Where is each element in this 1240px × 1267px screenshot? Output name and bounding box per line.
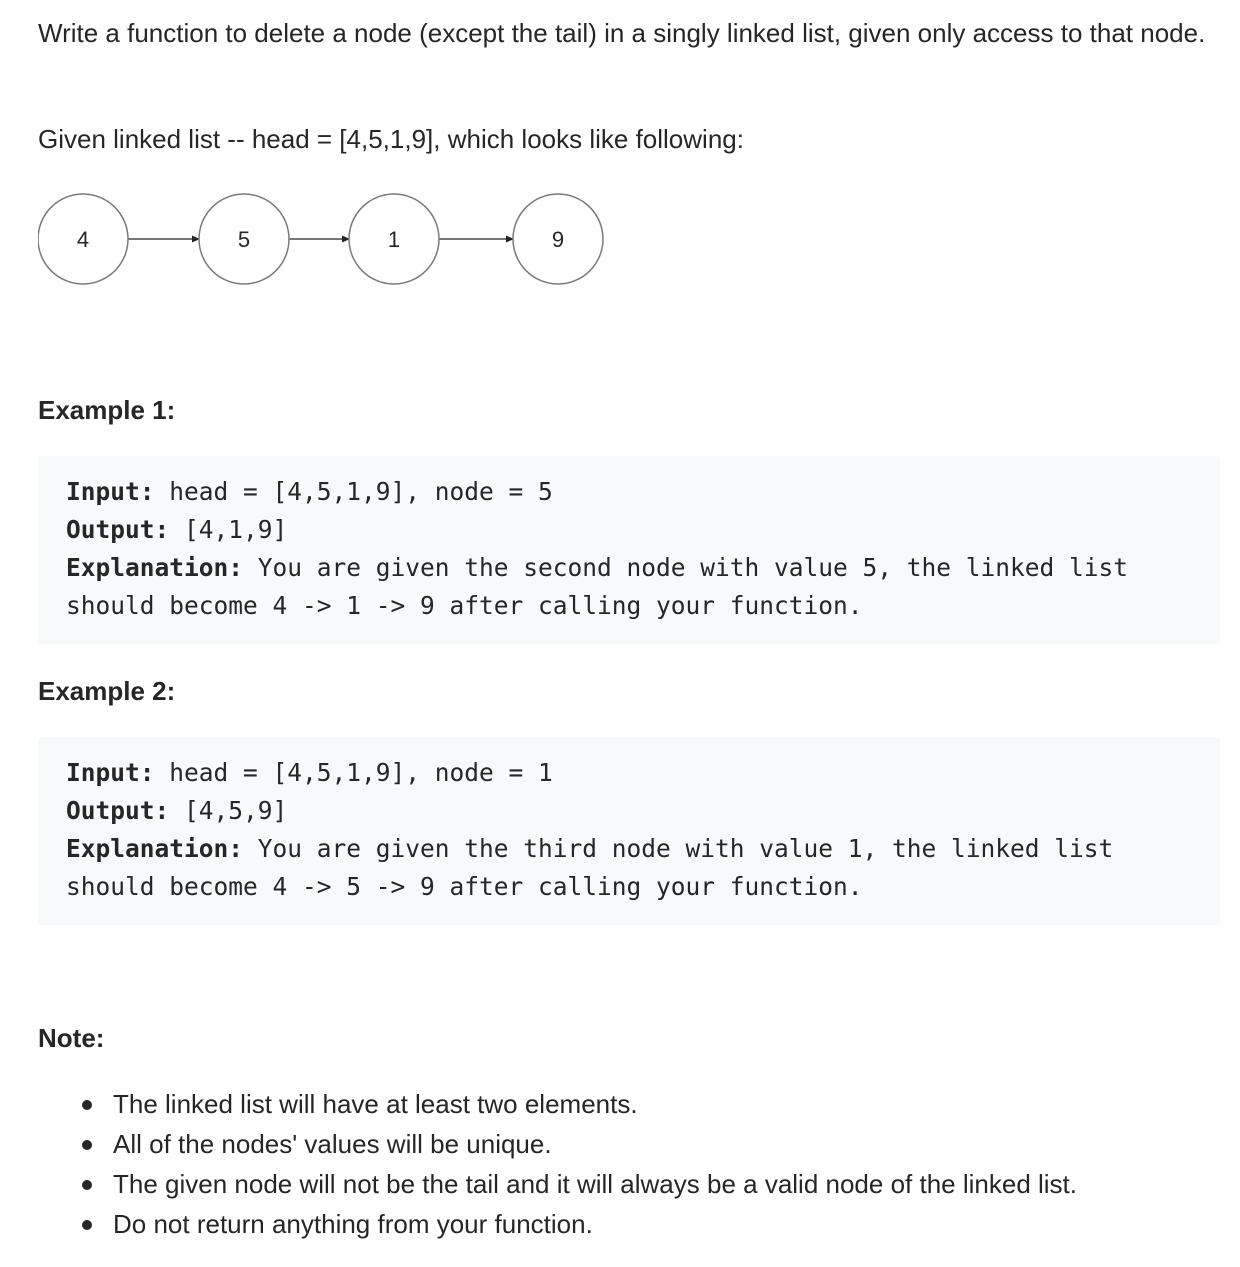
example-2-heading: Example 2: <box>38 676 176 706</box>
input-label: Input: <box>66 758 155 787</box>
list-item <box>79 1164 1077 1204</box>
example-1-input-line <box>66 473 1192 511</box>
note-text: All of the nodes' values will be unique. <box>113 1129 552 1159</box>
input-value: head = [4,5,1,9], node = 5 <box>154 477 553 506</box>
explanation-value: You are given the third node with value 1, the linked list <box>243 834 1114 863</box>
explanation-label: Explanation: <box>66 553 244 582</box>
output-label: Output: <box>66 796 170 825</box>
bullet-icon <box>82 1100 92 1110</box>
output-value: [4,1,9] <box>169 515 288 544</box>
example-1-code-block <box>38 456 1220 644</box>
note-heading: Note: <box>38 1023 105 1053</box>
explanation-label: Explanation: <box>66 834 244 863</box>
example-2-code-block <box>38 737 1220 925</box>
node-label-9: 9 <box>551 227 565 252</box>
output-value: [4,5,9] <box>169 796 288 825</box>
example-2-explanation-line <box>66 830 1192 868</box>
list-item <box>79 1124 1077 1164</box>
problem-statement: Write a function to delete a node (except the tail) in a singly linked list, given only access to that node. <box>38 18 1206 48</box>
example-1-heading: Example 1: <box>38 395 176 425</box>
note-list <box>79 1084 1077 1244</box>
node-label-5: 5 <box>237 227 251 252</box>
list-item <box>79 1204 1077 1244</box>
node-label-4: 4 <box>76 227 90 252</box>
example-2-input-line <box>66 754 1192 792</box>
linked-list-diagram <box>38 190 618 290</box>
bullet-icon <box>82 1180 92 1190</box>
bullet-icon <box>82 1220 92 1230</box>
note-text: Do not return anything from your function. <box>113 1209 593 1239</box>
example-1-output-line <box>66 511 1192 549</box>
example-2-explanation-cont: should become 4 -> 5 -> 9 after calling your function. <box>66 872 863 901</box>
note-text: The given node will not be the tail and it will always be a valid node of the linked list. <box>113 1169 1078 1199</box>
bullet-icon <box>82 1140 92 1150</box>
given-list-text: Given linked list -- head = [4,5,1,9], which looks like following: <box>38 124 744 154</box>
output-label: Output: <box>66 515 170 544</box>
list-item <box>79 1084 1077 1124</box>
example-2-output-line <box>66 792 1192 830</box>
input-value: head = [4,5,1,9], node = 1 <box>154 758 553 787</box>
explanation-value: You are given the second node with value 5, the linked list <box>243 553 1129 582</box>
example-1-explanation-cont: should become 4 -> 1 -> 9 after calling your function. <box>66 591 863 620</box>
note-text: The linked list will have at least two elements. <box>113 1089 638 1119</box>
node-label-1: 1 <box>387 227 401 252</box>
example-1-explanation-line <box>66 549 1192 587</box>
input-label: Input: <box>66 477 155 506</box>
